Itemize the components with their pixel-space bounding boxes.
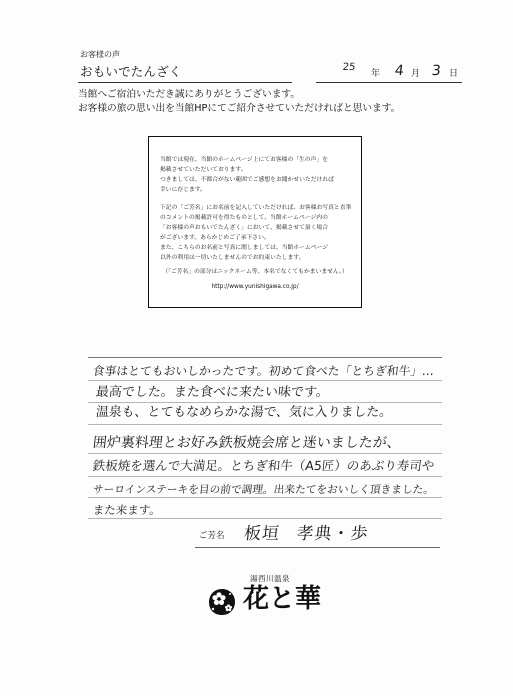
- comment-line: 囲炉裏料理とお好み鉄板焼会席と迷いましたが、: [92, 435, 402, 451]
- notice-line: 「お客様の声おもいでたんざく」において、掲載させて頂く場合: [160, 225, 328, 231]
- date-year: 25: [342, 62, 356, 73]
- date-month: 4: [394, 63, 405, 79]
- ruled-line: [88, 476, 442, 477]
- logo-caption: 湯西川温泉: [250, 574, 290, 583]
- notice-url: http://www.yunishigawa.co.jp/: [211, 284, 299, 290]
- comment-line: 温泉も、とてもなめらかな湯で、気に入りました。: [95, 405, 393, 420]
- signature-label: ご芳名: [199, 531, 225, 541]
- ruled-line: [88, 453, 442, 454]
- flower-crest-icon: [208, 588, 236, 616]
- comment-line: 最高でした。また食べに来たい味です。: [95, 385, 330, 400]
- comment-line: 鉄板焼を選んで大満足。とちぎ和牛（A5匠）のあぶり寿司や: [92, 458, 436, 473]
- date-day: 3: [431, 63, 442, 79]
- intro-line: お客様の旅の思い出を当館HPにてご紹介させていただければと思います。: [78, 103, 401, 114]
- notice-line: のコメントの掲載許可を得たものとして、当館ホームページ内の: [160, 215, 328, 221]
- signature-underline: [195, 547, 440, 548]
- notice-box: [148, 136, 362, 308]
- ruled-line: [88, 380, 442, 381]
- ruled-line: [88, 402, 442, 403]
- date-year-unit: 年: [371, 69, 381, 79]
- notice-line: 以外の利用は一切いたしませんのでお約束いたします。: [160, 255, 305, 261]
- signature-name: 板垣 孝典・歩: [243, 524, 370, 544]
- date-month-unit: 月: [411, 69, 421, 79]
- date-day-unit: 日: [449, 69, 459, 79]
- ruled-line: [88, 357, 442, 358]
- notice-line: 掲載させていただいております。: [160, 167, 247, 173]
- logo-name: 花と華: [243, 584, 322, 614]
- notice-line: 当館では現在、当館のホームページ上にてお客様の「生の声」を: [160, 157, 328, 163]
- comment-line: サーロインステーキを目の前で調理。出来たてをおいしく頂きました。: [92, 483, 435, 496]
- notice-line: つきましては、不都合がない範囲でご感想をお聞かせいただければ: [160, 177, 334, 183]
- page-title: おもいでたんざく: [80, 64, 182, 79]
- notice-paragraph: [160, 155, 334, 195]
- notice-line: 下記の「ご芳名」にお名前を記入していただければ、お客様お写真と直筆: [160, 205, 352, 211]
- notice-line: 幸いに存じます。: [160, 187, 206, 193]
- header-caption: お客様の声: [80, 50, 120, 59]
- intro-line: 当館へご宿泊いただき誠にありがとうございます。: [78, 89, 301, 100]
- ruled-line: [88, 518, 442, 519]
- comment-line: また来ます。: [92, 503, 162, 517]
- notice-note: （「ご芳名」の部分はニックネーム等、本名でなくてもかまいません。）: [162, 269, 348, 275]
- notice-line: がございます。あらかじめご了承下さい。: [160, 235, 270, 241]
- ruled-line: [88, 424, 442, 425]
- notice-line: また、こちらのお名前と写真に関しましては、当館ホームページ: [160, 245, 328, 251]
- title-underline: [78, 82, 292, 83]
- date-underline: [316, 82, 462, 83]
- notice-paragraph: [160, 203, 351, 263]
- comment-line: 食事はとてもおいしかったです。初めて食べた「とちぎ和牛」…: [92, 364, 435, 378]
